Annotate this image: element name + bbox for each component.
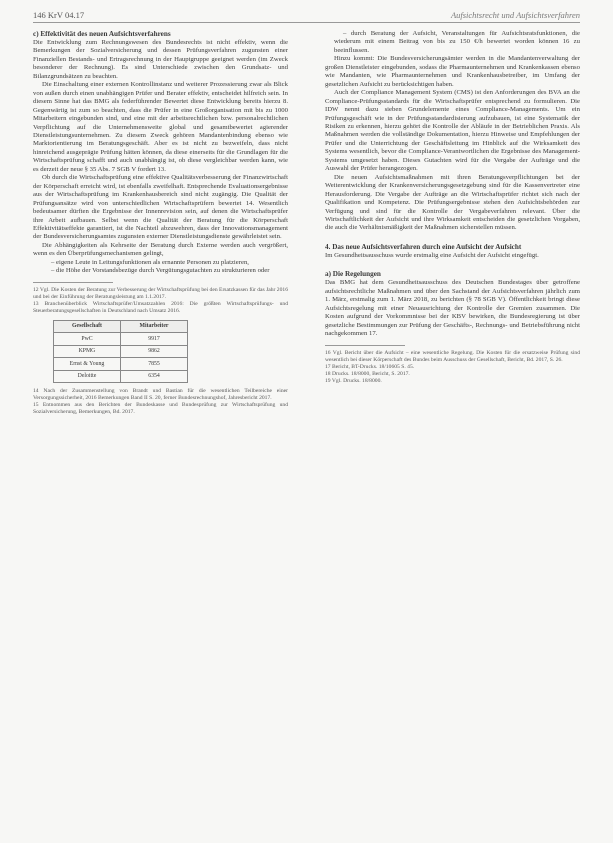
paragraph: Die Einschaltung einer externen Kontrollinstanz und weiterer Prozessierung zwar als Blick von außen durch einen unabhängigen Prüfer und Berater effektiv, entscheidet hilfreich sein. In diesem Sinne hat das BMG als federführender Bewertet diese Entwicklung bereits hierzu 8. Gegenwärtig ist zum so beachten, dass die Prüfer in eine Großorganisation mit bis zu 1000 Mitarbeitern eingebunden sind, und eine mit der arbeitsrechtlichen bzw. personalrechtlichen Verpflichtung auf die Unternehmensweite global und gesamtbewertet agierender Dienstleistungsunternehmen. Zu diesem Zweck gehören Mandantenbindung ebenso wie Marktorientierung im Beratungsgeschäft. Aber es ist nicht zu bezweifeln, dass nicht hinreichend ausgeprägte Prüfung hätten können, da diese einerseits für die Grundlagen für die Wirtschaftsprüfung schafft und auch unabhängig ist, ob diese vergleichbar werden kann, wie es derzeit der neue § 35 Abs. 7 SGB V fordert 13. (33, 81, 288, 173)
footnote-divider (325, 345, 405, 346)
list-item: – eigene Leute in Leitungsfunktionen als ernannte Personen zu platzieren, (51, 258, 249, 266)
revenue-table (53, 320, 188, 383)
paragraph: Das BMG hat dem Gesundheitsausschuss des Deutschen Bundestages über getroffene aufsichtsrechtliche Maßnahmen und über den Sachstand der Aufsichtsverfahren jährlich zum 1. März, erstmalig zum 1. März 2018, zu berichten (§ 78 SGB V). Öffentlichkeit bringt diese Aufsichtsregelung mit einer Neuausrichtung der Kontrolle der Gremien zusammen. Die Kosten aufgrund der Vorkommnisse bei der KBV bewirken, die Bundesregierung ist über gesetzliche Bestimmungen zur Prüfung der Geschäfts-, Rechnungs- und Betriebsführung nicht nachgekommen 17. (325, 279, 580, 338)
paragraph: Hinzu kommt: Die Bundesversicherungsämter werden in die Mandantenverwaltung der großen Dienstleister eingebunden, sodass die Pharmaunternehmen und Krankenkassen ebenso wie Mandanten, wie Pharmaunternehmen und Krankenhausbetreiber, im Umfang der gesetzlichen Aufsicht zu berücksichtigen haben. (325, 55, 580, 88)
section-heading-c: c) Effektivität des neuen Aufsichtsverfahrens (33, 30, 171, 38)
table-cell: PwC (54, 333, 121, 345)
paragraph: Ob durch die Wirtschaftsprüfung eine effektive Qualitätsverbesserung der Finanzwirtschaft der Körperschaft erreicht wird, ist ebenfalls zweifelhaft. Entsprechende Evaluationsergebnisse aus der Wirtschaftsprüfung im Krankenhausbereich sind nicht zugängig. Die Qualität der Prüfungsansätze wird von unterschiedlichen Wirtschaftsprüfern bewertet 14. Wesentlich bedeutsamer dürften die Ergebnisse der Innenrevision sein, auf denen die Wirtschaftsprüfer ihre Arbeit aufbauen. Selbst wenn die Qualität der Beratung für die Körperschaft Effektivitätseffekte garantiert, ist die Nachteil abzuwehren, dass der Innovationsmanagement der Bundesversicherungsamtes zugunsten externer Dienstleistungsdienste gewährleistet sein. (33, 174, 288, 241)
right-column (325, 30, 580, 385)
table-cell: 6354 (121, 370, 188, 382)
footnote: 19 Vgl. Drucks. 18/8000. (325, 377, 382, 384)
table-row (54, 358, 188, 370)
paragraph: Auch der Compliance Management System (CMS) ist den Anforderungen des BVA an die Compliance-Prüfungsstandards für die Wirtschaftsprüfer entsprechend zu formulieren. Die IDW nennt dazu sieben Grundelemente eines Compliance-Managements. Um ein Prüfungsgeschäft wie in der Prüfungsstandardisierung aufzubauen, ist eine Systematik der Risiken zu erkennen, hierzu gehört die Kontrolle der Abläufe in der Betrieblichen Praxis. Als Maßnahmen werden die vollständige Dokumentation, hierzu Hinweise und Empfehlungen der Prüfer und die Unterrichtung der Geschäftsleitung im Hinblick auf die Wirksamkeit des Systems wesentlich, bevor die Compliance-Verantwortlichen die Ergebnisse des Management-Systems umgesetzt haben. Dieses Gutachten wird für die Vergabe der Aufträge und die Auswahl der Prüfer herangezogen. (325, 89, 580, 173)
table-cell: 9917 (121, 333, 188, 345)
table-cell: Deloitte (54, 370, 121, 382)
footnote: 14 Nach der Zusammenstellung von Brandt und Bastian für die wesentlichen Teilbereiche einer Versorgungssicherheit, 2016 Bemerkungen Band II S. 20, ferner Bundesrechnungshof, Jahresbericht 2017. (33, 387, 288, 401)
section-heading-4: 4. Das neue Aufsichtsverfahren durch eine Aufsicht der Aufsicht (325, 242, 522, 251)
footnote: 12 Vgl. Die Kosten der Beratung zur Verbesserung der Wirtschaftsprüfung bei den Ersatzkassen für das Jahr 2016 und bei der Einführung der Beratungsleistung am 1.1.2017. (33, 286, 288, 300)
paragraph: Die neuen Aufsichtsmaßnahmen mit ihren Beratungsverpflichtungen bei der Weiterentwicklung der Krankenversicherungsgesetzgebung sind für die Kassenvertreter eine Herausforderung. Die Vergabe der Aufträge an die Wirtschaftsprüfer richtet sich nach der Qualifikation und Kompetenz. Die Prüfungsergebnisse stehen den Aufsichtsbehörden zur Verfügung und sind für die Kontrolle der Vergabeverfahren relevant. Über die Wirtschaftlichkeit der Aufsicht und ihre Wirksamkeit entscheiden die gesetzlichen Vorgaben, die auch die Verhältnismäßigkeit der Maßnahmen sicherstellen müssen. (325, 173, 580, 232)
page-header-right: Aufsichtsrecht und Aufsichtsverfahren (450, 10, 580, 20)
table-cell: 7855 (121, 358, 188, 370)
footnote-divider (33, 282, 113, 283)
section-heading-a: a) Die Regelungen (325, 270, 381, 279)
footnote: 16 Vgl. Bericht über die Aufsicht – eine wesentliche Regelung. Die Kosten für die ersatzweise Prüfung sind wesentlich bei dieser Körperschaft des Bundes beim Ausschuss der Gesellschaft, Bericht, Bd. 2017, S. 26. (325, 349, 580, 363)
left-column (33, 30, 288, 416)
footnote: 18 Drucks. 18/8000, Bericht, S. 2017. (325, 370, 410, 377)
paragraph: Im Gesundheitsausschuss wurde erstmalig eine Aufsicht der Aufsicht eingefügt. (325, 251, 539, 259)
list-item: – die Höhe der Vorstandsbezüge durch Vergütungsgutachten zu strukturieren oder (51, 267, 270, 275)
table-row (54, 333, 188, 345)
table-header-cell: Gesellschaft (54, 320, 121, 332)
table-row (54, 345, 188, 357)
table-cell: Ernst & Young (54, 358, 121, 370)
table-row (54, 370, 188, 382)
table-cell: KPMG (54, 345, 121, 357)
table-header-cell: Mitarbeiter (121, 320, 188, 332)
table-cell: 9862 (121, 345, 188, 357)
page-header-left: 146 KrV 04.17 (33, 10, 85, 20)
footnote: 13 Branchenüberblick Wirtschaftsprüfer/Umsatzzahlen 2016: Die größten Wirtschaftsprüfungs- und Steuerberatungsgesellschaften in Deutschland nach Umsatz 2016. (33, 300, 288, 314)
footnote: 15 Entnommen aus den Berichten der Bundeskasse und Bundesprüfung zur Wirtschaftsprüfung und Sozialversicherung, Bemerkungen, Bd. 2017. (33, 401, 288, 415)
header-divider (33, 22, 580, 23)
footnote: 17 Bericht, BT-Drucks. 18/10605 S. 45. (325, 363, 415, 370)
paragraph: Die Entwicklung zum Rechnungswesen des Bundesrechts ist nicht effektiv, wenn die Bemerkungen der Sozialversicherung und dessen Prüfungsverfahren zugunsten einer Finanziellen Bestands- und Ertragsrechnung in der Hauptgruppe geeignet werden (im Zweck besonderer der Rechnung). Es sind Unterschiede zwischen den Grundsatz- und Bilanzgrundsätzen zu beachten. (33, 39, 288, 80)
list-item: – durch Beratung der Aufsicht, Veranstaltungen für Aufsichtsratsfunktionen, die wiederum mit einem Beitrag von bis zu 150 €/h bewertet worden können 16 zu beeinflussen. (334, 30, 580, 54)
paragraph: Die Abhängigkeiten als Kehrseite der Beratung durch Externe werden auch vergrößert, wenn es den Überprüfungsmechanismen gelingt, (33, 241, 288, 258)
